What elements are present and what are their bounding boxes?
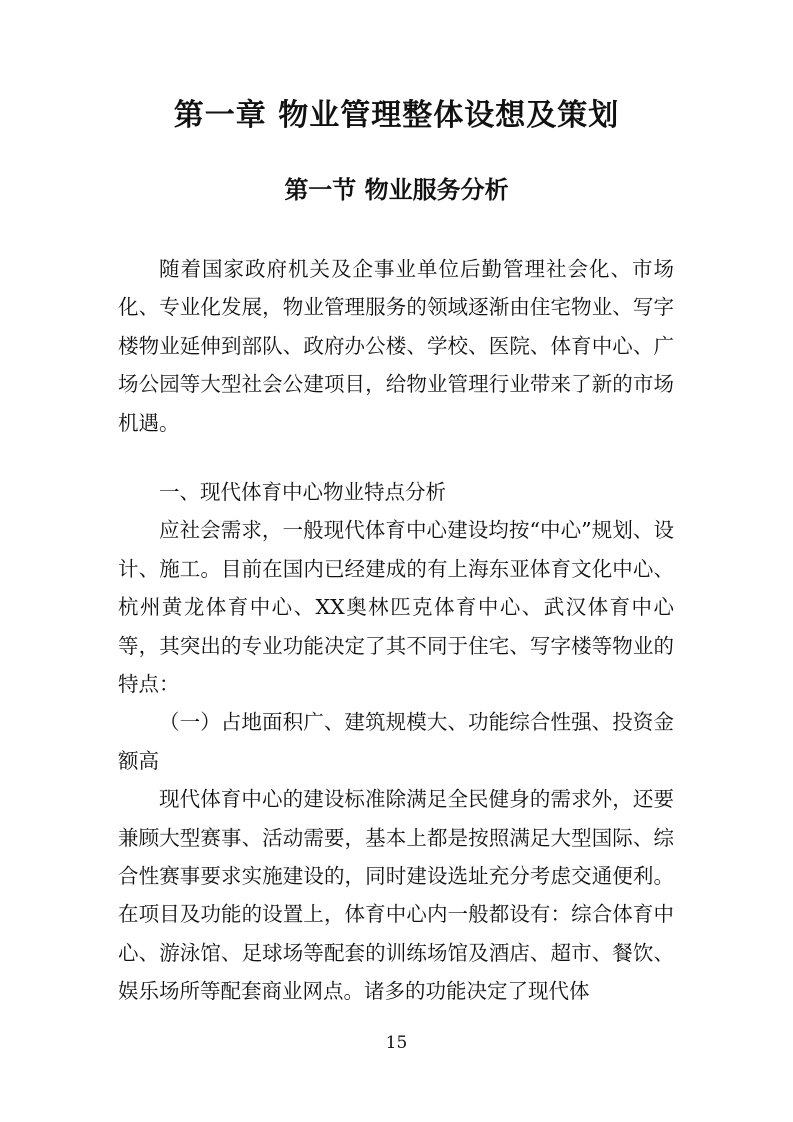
- intro-block: [118, 250, 674, 442]
- page-number: 15: [385, 1033, 408, 1053]
- intro-paragraph: 随着国家政府机关及企事业单位后勤管理社会化、市场化、专业化发展，物业管理服务的领域逐渐由住宅物业、写字楼物业延伸到部队、政府办公楼、学校、医院、体育中心、广场公园等大型社会公建项目，给物业管理行业带来了新的市场机遇。: [118, 257, 674, 435]
- paragraph-standards: 现代体育中心的建设标准除满足全民健身的需求外，还要兼顾大型赛事、活动需要，基本上都是按照满足大型国际、综合性赛事要求实施建设的，同时建设选址充分考虑交通便利。在项目及功能的设置上，体育中心内一般都设有：综合体育中心、游泳馆、足球场等配套的训练场馆及酒店、超市、餐饮、娱乐场所等配套商业网点。诸多的功能决定了现代体: [118, 787, 674, 1004]
- point-heading: （一）占地面积广、建筑规模大、功能综合性强、投资金额高: [118, 710, 674, 773]
- chapter-title: 第一章 物业管理整体设想及策划: [173, 98, 620, 133]
- section-title: 第一节 物业服务分析: [284, 176, 509, 204]
- analysis-block: [118, 473, 674, 1011]
- subheading: 一、现代体育中心物业特点分析: [159, 480, 446, 504]
- paragraph-features: 应社会需求，一般现代体育中心建设均按“中心”规划、设计、施工。目前在国内已经建成的有上海东亚体育文化中心、杭州黄龙体育中心、XX奥林匹克体育中心、武汉体育中心等，其突出的专业功能决定了其不同于住宅、写字楼等物业的特点：: [118, 518, 674, 697]
